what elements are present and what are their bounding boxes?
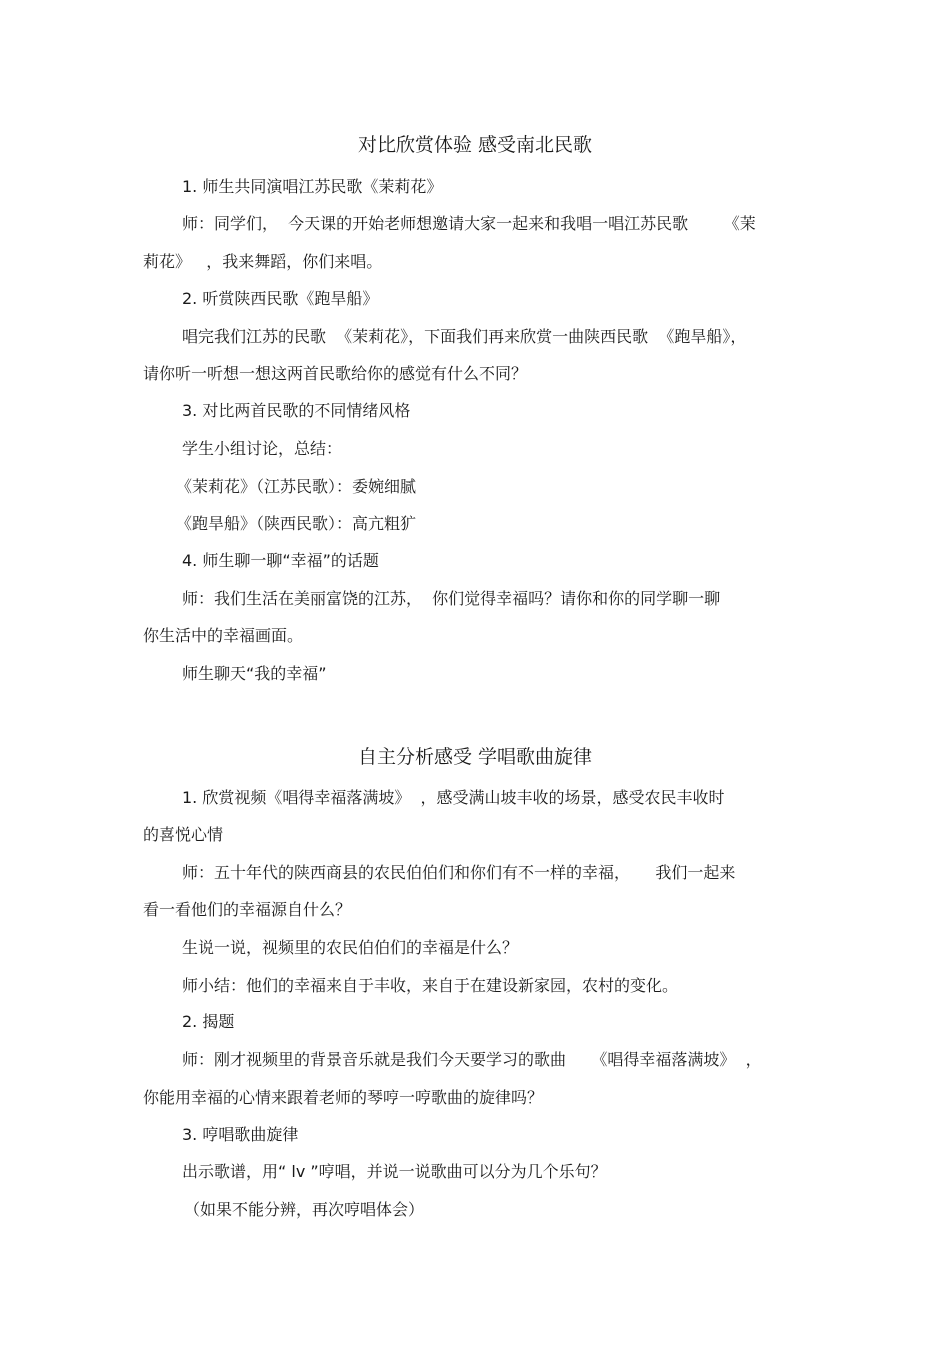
s1-paragraph-line: 学生小组讨论，总结： <box>182 439 343 458</box>
s1-summary-line: 《茉莉花》（江苏民歌）：委婉细腻 <box>176 477 417 496</box>
s1-paragraph-line: 师生聊天“我的幸福” <box>182 664 327 683</box>
s2-paragraph-line: 生说一说，视频里的农民伯伯们的幸福是什么？ <box>182 938 519 957</box>
section-1-title: 对比欣赏体验 感受南北民歌 <box>357 134 593 156</box>
s2-item-1-heading: 1. 欣赏视频《唱得幸福落满坡》 ，感受满山坡丰收的场景，感受农民丰收时 <box>182 788 725 807</box>
s2-paragraph-line: 你能用幸福的心情来跟着老师的琴哼一哼歌曲的旋律吗？ <box>143 1088 544 1107</box>
s2-paragraph-line: 师小结：他们的幸福来自于丰收，来自于在建设新家园，农村的变化。 <box>182 976 679 995</box>
s1-paragraph-line: 莉花》 ，我来舞蹈，你们来唱。 <box>143 252 383 271</box>
s1-summary-line: 《跑旱船》（陕西民歌）：高亢粗犷 <box>176 514 417 533</box>
s1-paragraph-line: 你生活中的幸福画面。 <box>143 626 304 645</box>
s1-item-3-heading: 3. 对比两首民歌的不同情绪风格 <box>182 401 411 420</box>
s2-paragraph-line: 师：五十年代的陕西商县的农民伯伯们和你们有不一样的幸福， 我们一起来 <box>182 863 736 882</box>
s1-item-1-heading: 1. 师生共同演唱江苏民歌《茉莉花》 <box>182 177 443 196</box>
section-2-title: 自主分析感受 学唱歌曲旋律 <box>357 746 593 768</box>
s1-paragraph-line: 师：我们生活在美丽富饶的江苏， 你们觉得幸福吗？请你和你的同学聊一聊 <box>182 589 721 608</box>
s1-paragraph-line: 师：同学们， 今天课的开始老师想邀请大家一起来和我唱一唱江苏民歌 《茉 <box>182 214 756 233</box>
s2-paragraph-line: 出示歌谱，用“ lv ”哼唱，并说一说歌曲可以分为几个乐句？ <box>182 1162 607 1181</box>
s1-paragraph-line: 请你听一听想一想这两首民歌给你的感觉有什么不同？ <box>143 364 528 383</box>
s2-paragraph-line: （如果不能分辨，再次哼唱体会） <box>184 1200 425 1219</box>
s2-item-3-heading: 3. 哼唱歌曲旋律 <box>182 1125 299 1144</box>
s1-item-2-heading: 2. 听赏陕西民歌《跑旱船》 <box>182 289 379 308</box>
s1-item-4-heading: 4. 师生聊一聊“幸福”的话题 <box>182 551 379 570</box>
s2-item-2-heading: 2. 揭题 <box>182 1012 235 1031</box>
s2-paragraph-line: 师：刚才视频里的背景音乐就是我们今天要学习的歌曲 《唱得幸福落满坡》 ， <box>182 1050 762 1069</box>
s1-paragraph-line: 唱完我们江苏的民歌 《茉莉花》，下面我们再来欣赏一曲陕西民歌 《跑旱船》， <box>182 327 747 346</box>
s2-paragraph-line: 看一看他们的幸福源自什么？ <box>143 900 352 919</box>
s2-paragraph-line: 的喜悦心情 <box>143 825 224 844</box>
